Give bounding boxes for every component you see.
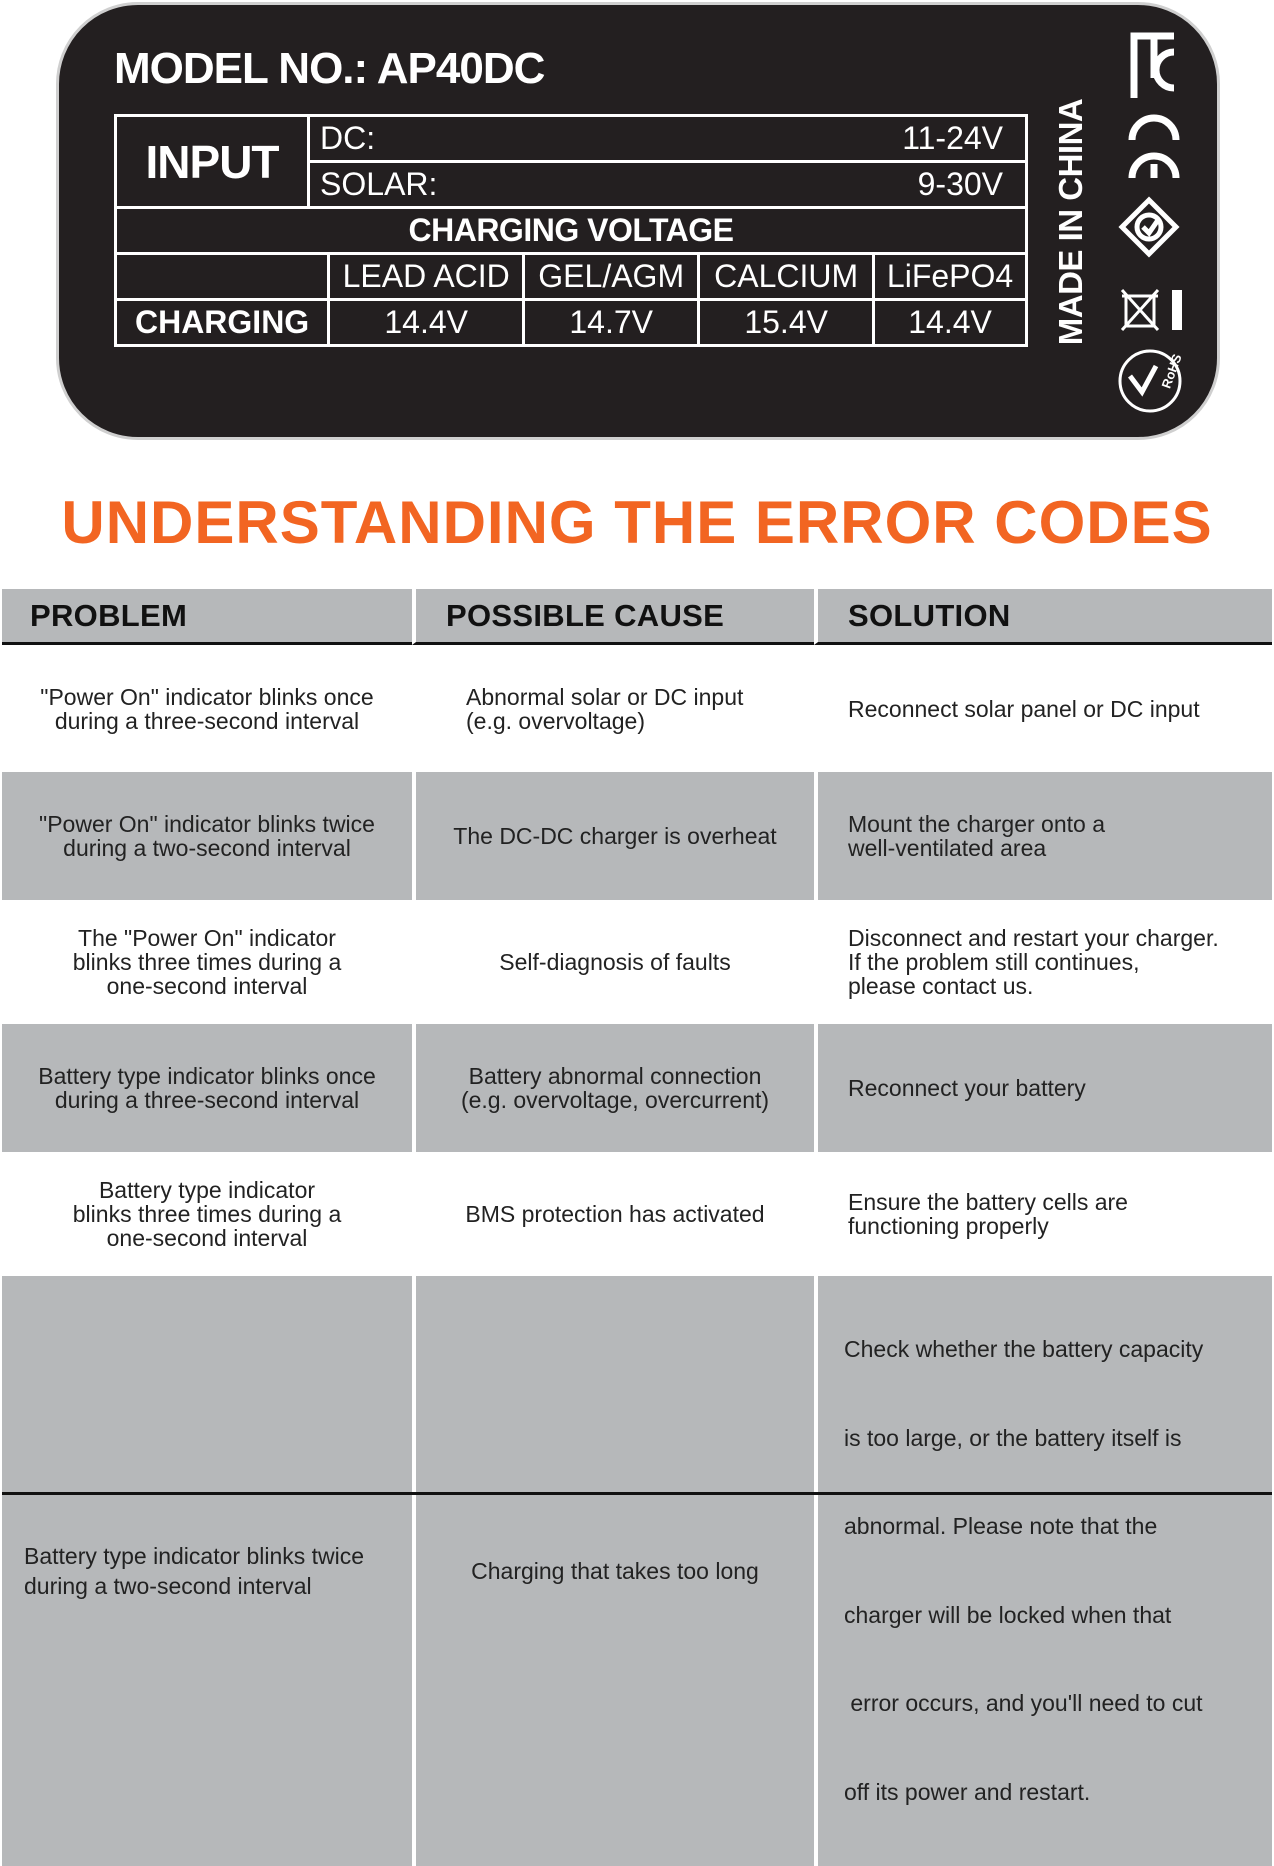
problem-cell: Battery type indicator blinks once during a three-second interval <box>2 1024 412 1152</box>
cause-cell: Abnormal solar or DC input (e.g. overvoltage) <box>412 645 814 772</box>
blank-cell <box>309 254 329 300</box>
model-number: MODEL NO.: AP40DC <box>114 44 545 93</box>
cause-cell: Charging that takes too long <box>412 1276 814 1866</box>
solution-cell: Disconnect and restart your charger. If the problem still continues, please contact us. <box>814 900 1272 1024</box>
problem-cell: "Power On" indicator blinks once during a three-second interval <box>2 645 412 772</box>
solution-cell: Mount the charger onto a well-ventilated area <box>814 772 1272 900</box>
rohs-icon <box>1116 348 1184 414</box>
weee-bin-icon <box>1118 286 1188 332</box>
table-row <box>2 645 1272 772</box>
problem-cell: Battery type indicator blinks twice during a two-second interval <box>2 1276 412 1866</box>
table-row <box>2 772 1272 900</box>
table-row <box>2 1152 1272 1276</box>
battery-type-lifepo4: LiFePO4 <box>874 254 1027 300</box>
section-heading: UNDERSTANDING THE ERROR CODES <box>61 489 1213 556</box>
charging-value-lead-acid: 14.4V <box>329 300 524 346</box>
header-problem: PROBLEM <box>2 589 412 645</box>
cause-cell: Self-diagnosis of faults <box>412 900 814 1024</box>
blank-cell <box>116 254 309 300</box>
table-row <box>2 1024 1272 1152</box>
dc-label: DC: <box>309 116 699 162</box>
spec-table <box>114 114 1028 347</box>
problem-cell: Battery type indicator blinks three times during a one-second interval <box>2 1152 412 1276</box>
problem-cell: The "Power On" indicator blinks three times during a one-second interval <box>2 900 412 1024</box>
solution-cell: Reconnect solar panel or DC input <box>814 645 1272 772</box>
rcm-icon <box>1118 196 1180 258</box>
solution-cell: Ensure the battery cells are functioning properly <box>814 1152 1272 1276</box>
rohs-text: RoHS <box>1158 352 1185 391</box>
table-row <box>2 1276 1272 1866</box>
table-row <box>2 900 1272 1024</box>
solution-cell: Reconnect your battery <box>814 1024 1272 1152</box>
battery-type-calcium: CALCIUM <box>699 254 874 300</box>
ce-icon <box>1126 112 1180 184</box>
fcc-icon <box>1124 30 1178 104</box>
header-possible-cause: POSSIBLE CAUSE <box>412 589 814 645</box>
input-label: INPUT <box>116 116 309 208</box>
charging-voltage-title: CHARGING VOLTAGE <box>116 208 1027 254</box>
battery-type-gel-agm: GEL/AGM <box>524 254 699 300</box>
cause-cell: The DC-DC charger is overheat <box>412 772 814 900</box>
problem-cell: "Power On" indicator blinks twice during a two-second interval <box>2 772 412 900</box>
charging-value-calcium: 15.4V <box>699 300 874 346</box>
cause-cell: BMS protection has activated <box>412 1152 814 1276</box>
solar-value: 9-30V <box>699 162 1027 208</box>
charging-value-lifepo4: 14.4V <box>874 300 1027 346</box>
battery-type-lead-acid: LEAD ACID <box>329 254 524 300</box>
solution-cell: Check whether the battery capacity is too large, or the battery itself is abnormal. Please note that the charger will be locked when that error occurs, and you'll need to cut off its power and restart. <box>814 1276 1272 1866</box>
cause-cell: Battery abnormal connection (e.g. overvoltage, overcurrent) <box>412 1024 814 1152</box>
header-solution: SOLUTION <box>814 589 1272 645</box>
solar-label: SOLAR: <box>309 162 699 208</box>
error-code-table <box>2 589 1272 1866</box>
dc-value: 11-24V <box>699 116 1027 162</box>
made-in-china: MADE IN CHINA <box>1052 98 1089 346</box>
charging-value-gel-agm: 14.7V <box>524 300 699 346</box>
table-bottom-rule <box>2 1492 1272 1495</box>
charging-label: CHARGING <box>116 300 329 346</box>
